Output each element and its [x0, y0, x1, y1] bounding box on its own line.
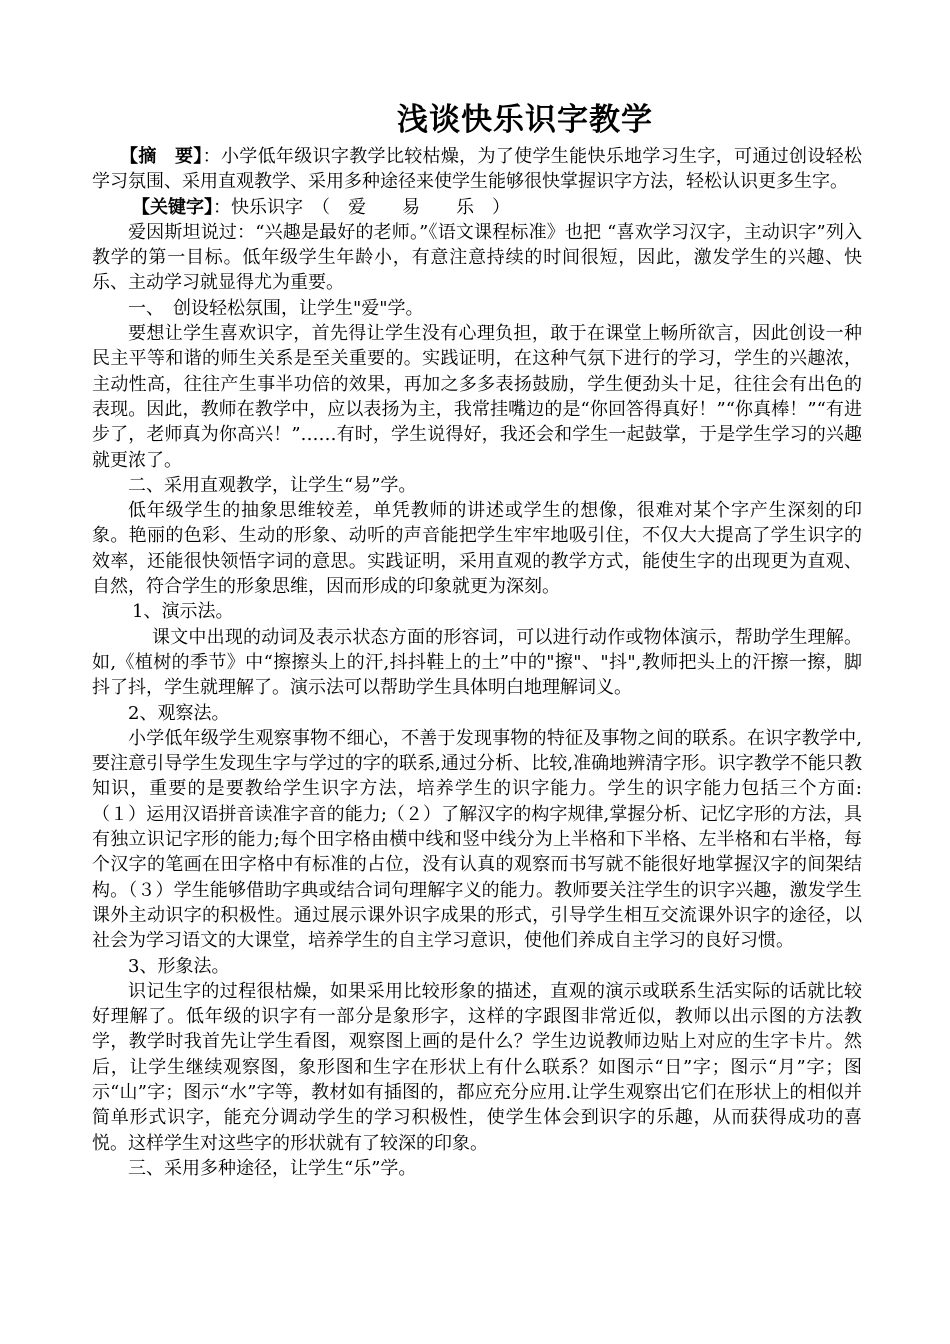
method1-heading: 1、演示法。 [132, 601, 234, 623]
section1-body: 要想让学生喜欢识字，首先得让学生没有心理负担，敢于在课堂上畅所欲言，因此创设一种民主平等和谐的师生关系是至关重要的。实践证明，在这种气氛下进行的学习，学生的兴趣浓，主动性高，往往产生事半功倍的效果，再加之多多表扬鼓励，学生便劲头十足，往往会有出色的表现。因此，教师在教学中，应以表扬为主，我常挂嘴边的是“你回答得真好！”“你真棒！”“有进步了，老师真为你高兴！”……有时，学生说得好，我还会和学生一起鼓掌，于是学生学习的兴趣就更浓了。 [92, 323, 862, 471]
abstract-label: 【摘 要】 [120, 146, 203, 167]
method2-body: 小学低年级学生观察事物不细心，不善于发现事物的特征及事物之间的联系。在识字教学中,要注意引导学生发现生字与学过的字的联系,通过分析、比较,准确地辨清字形。识字教学不能只教知识，重要的是要教给学生识字方法，培养学生的识字能力。学生的识字能力包括三个方面:（１）运用汉语拼音读准字音的能力;（２）了解汉字的构字规律,掌握分析、记忆字形的方法，具有独立识记字形的能力;每个田字格由横中线和竖中线分为上半格和下半格、左半格和右半格，每个汉字的笔画在田字格中有标准的占位，没有认真的观察而书写就不能很好地掌握汉字的间架结构。（３）学生能够借助字典或结合词句理解字义的能力。教师要关注学生的识字兴趣，激发学生课外主动识字的积极性。通过展示课外识字成果的形式，引导学生相互交流课外识字的途径，以社会为学习语文的大课堂，培养学生的自主学习意识，使他们养成自主学习的良好习惯。 [92, 727, 862, 952]
abstract-paragraph [92, 144, 862, 195]
keywords-text: ：快乐识字 （ 爱 易 乐 ） [213, 196, 510, 218]
method3-body: 识记生字的过程很枯燥，如果采用比较形象的描述，直观的演示或联系生活实际的话就比较好理解了。低年级的识字有一部分是象形字，这样的字跟图非常近似，教师以出示图的方法教学，教学时我首先让学生看图，观察图上画的是什么？学生边说教师边贴上对应的生字卡片。然后，让学生继续观察图，象形图和生字在形状上有什么联系？如图示“日”字；图示“月”字；图示“山”字；图示“水”字等，教材如有插图的，都应充分应用.让学生观察出它们在形状上的相似并简单形式识字，能充分调动学生的学习积极性，使学生体会到识字的乐趣，从而获得成功的喜悦。这样学生对这些字的形状就有了较深的印象。 [92, 980, 862, 1154]
page-title: 浅谈快乐识字教学 [397, 102, 653, 138]
method3-heading: 3、形象法。 [128, 955, 230, 977]
section1-heading: 一、 创设轻松氛围，让学生"爱"学。 [128, 297, 424, 319]
section3-heading: 三、采用多种途径，让学生“乐”学。 [128, 1157, 417, 1179]
document-page [92, 96, 862, 1181]
abstract-text: ：小学低年级识字教学比较枯燥，为了使学生能快乐地学习生字，可通过创设轻松学习氛围、采用直观教学、采用多种途径来使学生能够很快掌握识字方法，轻松认识更多生字。 [92, 146, 862, 193]
keywords-label: 【关键字】 [132, 196, 213, 218]
intro-paragraph: 爱因斯坦说过：“兴趣是最好的老师。”《语文课程标准》也把 “喜欢学习汉字，主动识字”列入教学的第一目标。低年级学生年龄小，有意注意持续的时间很短，因此，激发学生的兴趣、快乐、主动学习就显得尤为重要。 [92, 221, 862, 294]
method2-heading: 2、观察法。 [128, 702, 230, 724]
method1-body: 课文中出现的动词及表示状态方面的形容词，可以进行动作或物体演示，帮助学生理解。如,《植树的季节》中“擦擦头上的汗,抖抖鞋上的土”中的"擦"、"抖",教师把头上的汗擦一擦，脚抖了抖，学生就理解了。演示法可以帮助学生具体明白地理解词义。 [92, 626, 862, 699]
section2-body: 低年级学生的抽象思维较差，单凭教师的讲述或学生的想像，很难对某个字产生深刻的印象。艳丽的色彩、生动的形象、动听的声音能把学生牢牢地吸引住，不仅大大提高了学生识字的效率，还能很快领悟字词的意思。实践证明，采用直观的教学方式，能使生字的出现更为直观、自然，符合学生的形象思维，因而形成的印象就更为深刻。 [92, 500, 862, 598]
section2-heading: 二、采用直观教学，让学生“易”学。 [128, 474, 417, 496]
keywords-paragraph [92, 195, 862, 220]
